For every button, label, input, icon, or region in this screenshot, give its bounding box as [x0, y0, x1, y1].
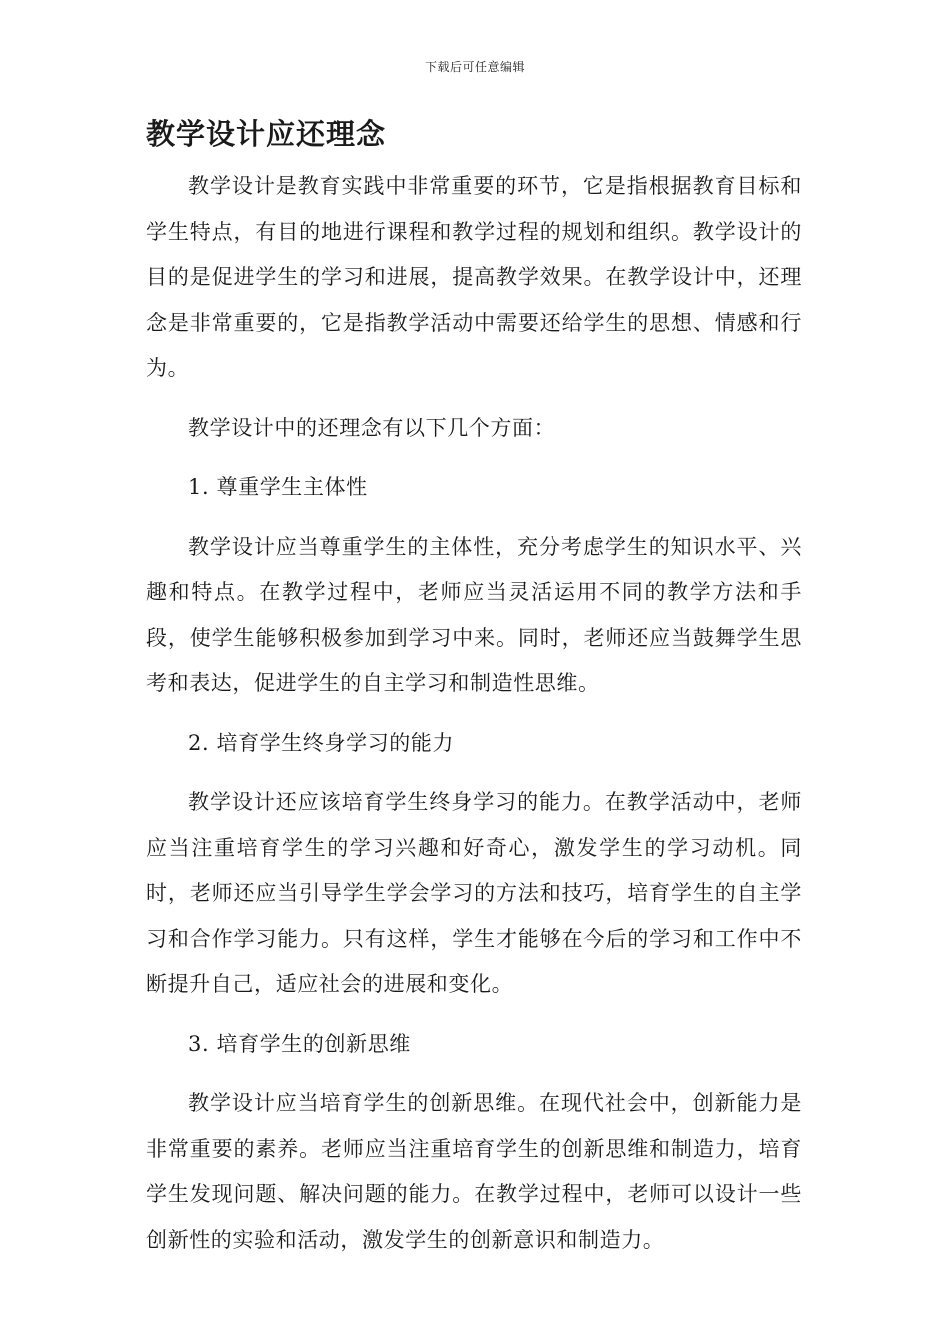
paragraph-intro: 教学设计是教育实践中非常重要的环节，它是指根据教育目标和学生特点，有目的地进行课程和教学过程的规划和组织。教学设计的目的是促进学生的学习和进展，提高教学效果。在教学设计中，还理念是非常重要的，它是指教学活动中需要还给学生的思想、情感和行为。 — [146, 174, 802, 380]
section-heading-3: 3. 培育学生的创新思维 — [188, 1031, 411, 1056]
document-body — [146, 112, 802, 1277]
section-heading-2: 2. 培育学生终身学习的能力 — [188, 730, 455, 755]
header-note: 下载后可任意编辑 — [424, 60, 525, 74]
paragraph-section-1: 教学设计应当尊重学生的主体性，充分考虑学生的知识水平、兴趣和特点。在教学过程中，老师应当灵活运用不同的教学方法和手段，使学生能够积极参加到学习中来。同时，老师还应当鼓舞学生思考和表达，促进学生的自主学习和制造性思维。 — [146, 534, 802, 695]
paragraph-section-3: 教学设计应当培育学生的创新思维。在现代社会中，创新能力是非常重要的素养。老师应当注重培育学生的创新思维和制造力，培育学生发现问题、解决问题的能力。在教学过程中，老师可以设计一些创新性的实验和活动，激发学生的创新意识和制造力。 — [146, 1091, 802, 1252]
document-title: 教学设计应还理念 — [146, 117, 387, 151]
section-heading-1: 1. 尊重学生主体性 — [188, 475, 368, 499]
paragraph-lead: 教学设计中的还理念有以下几个方面： — [188, 415, 556, 440]
paragraph-section-2: 教学设计还应该培育学生终身学习的能力。在教学活动中，老师应当注重培育学生的学习兴趣和好奇心，激发学生的学习动机。同时，老师还应当引导学生学会学习的方法和技巧，培育学生的自主学习和合作学习能力。只有这样，学生才能够在今后的学习和工作中不断提升自己，适应社会的进展和变化。 — [146, 790, 802, 996]
